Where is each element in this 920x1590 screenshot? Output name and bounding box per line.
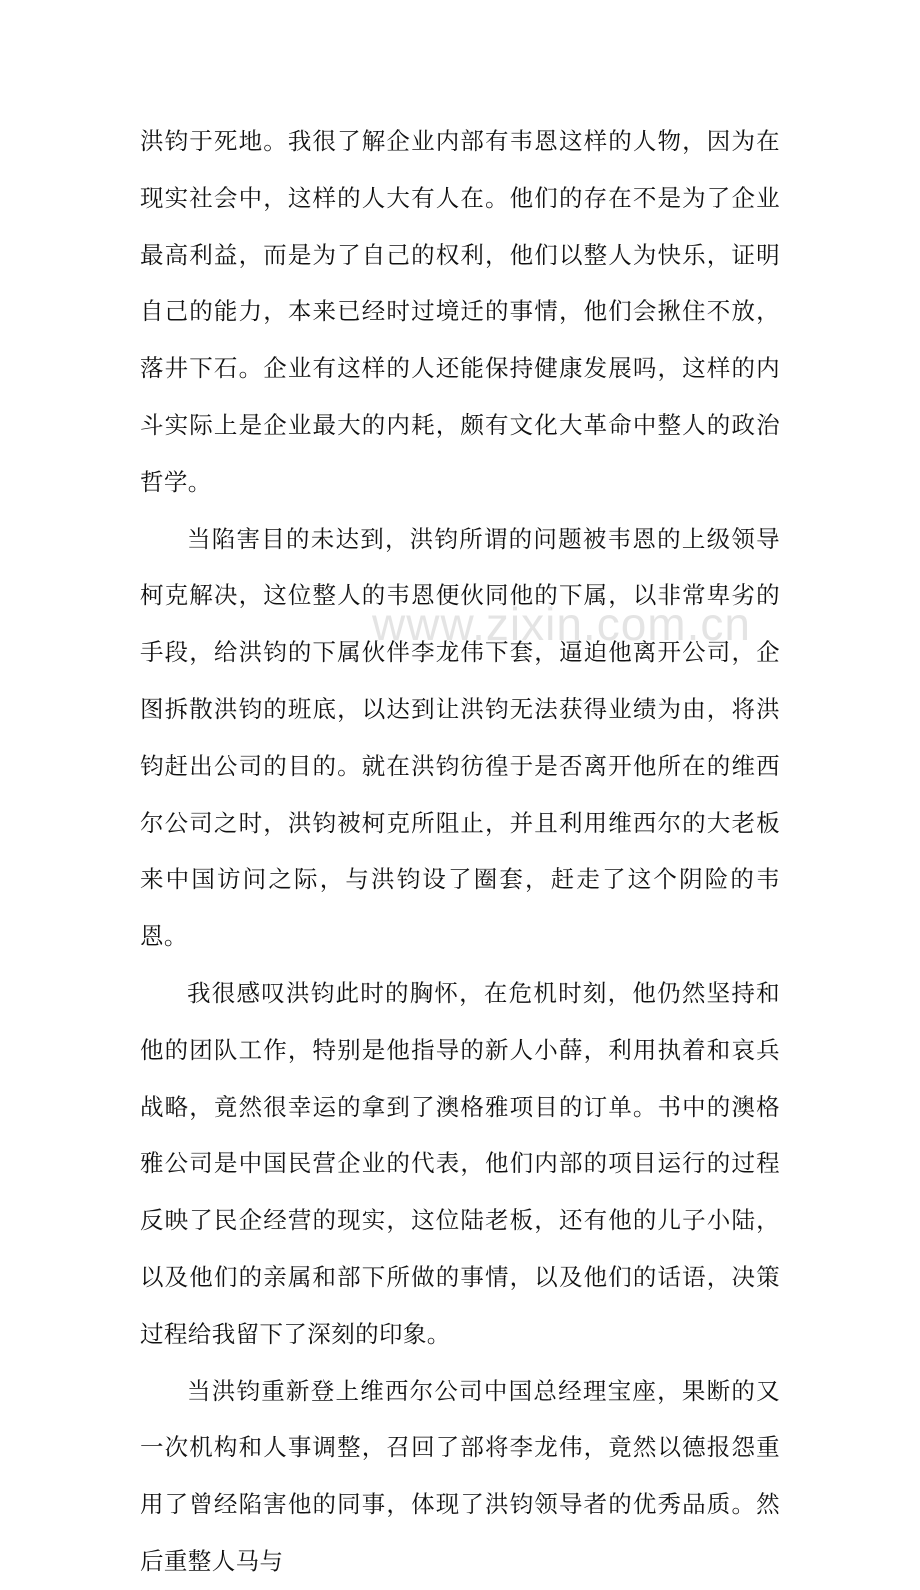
watermark: www.zixin.com.cn xyxy=(372,598,751,650)
paragraph-4: 当洪钧重新登上维西尔公司中国总经理宝座，果断的又一次机构和人事调整，召回了部将李龙伟，竟然以德报怨重用了曾经陷害他的同事，体现了洪钧领导者的优秀品质。然后重整人马与 xyxy=(140,1376,780,1575)
paragraph-3: 我很感叹洪钧此时的胸怀，在危机时刻，他仍然坚持和他的团队工作，特别是他指导的新人小薛，利用执着和哀兵战略，竟然很幸运的拿到了澳格雅项目的订单。书中的澳格雅公司是中国民营企业的代表，他们内部的项目运行的过程反映了民企经营的现实，这位陆老板，还有他的儿子小陆，以及他们的亲属和部下所做的事情，以及他们的话语，决策过程给我留下了深刻的印象。 xyxy=(140,978,780,1348)
paragraph-1: 洪钧于死地。我很了解企业内部有韦恩这样的人物，因为在现实社会中，这样的人大有人在。他们的存在不是为了企业最高利益，而是为了自己的权利，他们以整人为快乐，证明自己的能力，本来已经时过境迁的事情，他们会揪住不放，落井下石。企业有这样的人还能保持健康发展吗，这样的内斗实际上是企业最大的内耗，颇有文化大革命中整人的政治哲学。 xyxy=(140,127,780,496)
paragraph-2: 当陷害目的未达到，洪钧所谓的问题被韦恩的上级领导柯克解决，这位整人的韦恩便伙同他的下属，以非常卑劣的手段，给洪钧的下属伙伴李龙伟下套，逼迫他离开公司，企图拆散洪钧的班底，以达到让洪钧无法获得业绩为由，将洪钧赶出公司的目的。就在洪钧彷徨于是否离开他所在的维西尔公司之时，洪钧被柯克所阻止，并且利用维西尔的大老板来中国访问之际，与洪钧设了圈套，赶走了这个阴险的韦恩。 xyxy=(140,524,780,951)
body-text xyxy=(140,113,780,1590)
